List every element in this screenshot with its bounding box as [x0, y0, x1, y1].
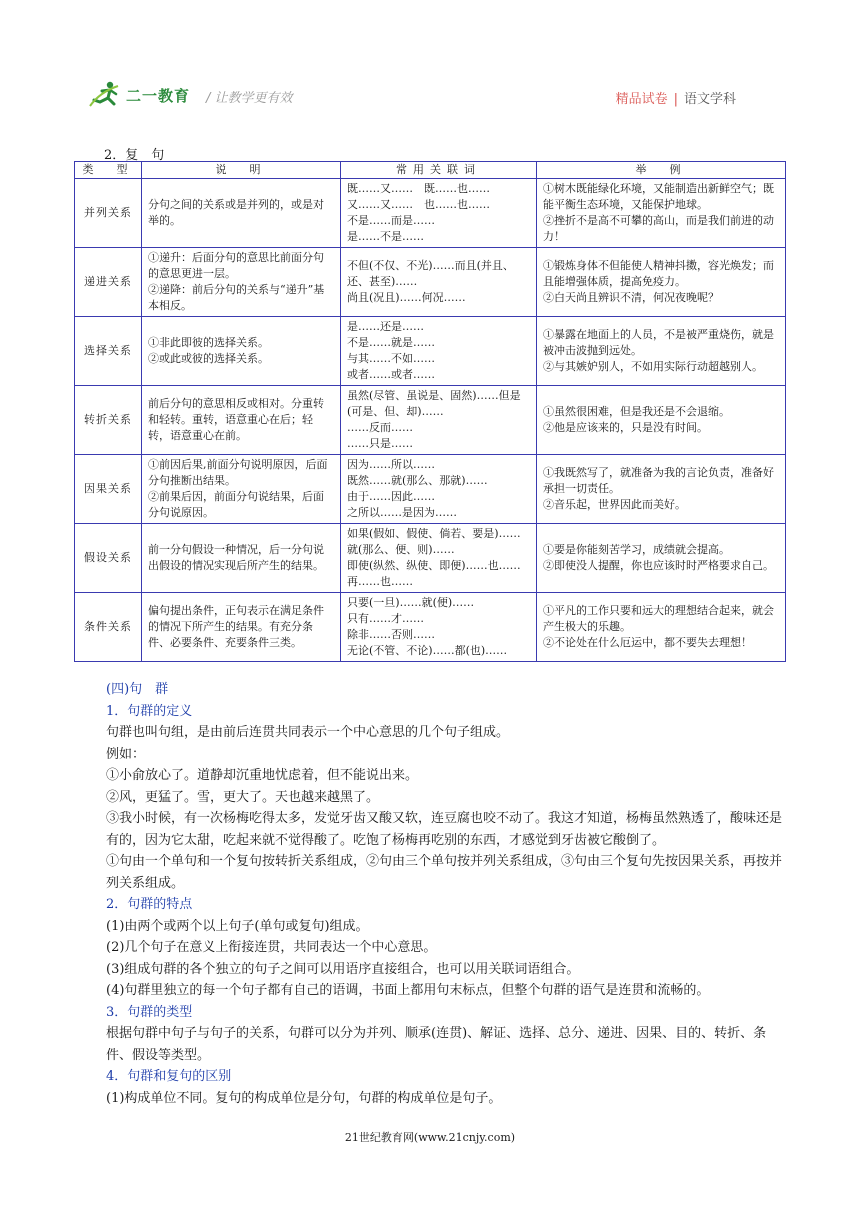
relation-type-cell: 递进关系: [75, 248, 142, 317]
example-line: ①要是你能刻苦学习，成绩就会提高。: [543, 543, 730, 556]
paragraph: 句群也叫句组，是由前后连贯共同表示一个中心意思的几个句子组成。: [106, 725, 510, 740]
subject-label: 语文学科: [683, 92, 736, 107]
conjunction-line: ……反而……: [347, 421, 413, 434]
paragraph: (1)由两个或两个以上句子(单句或复句)组成。: [106, 918, 369, 934]
section-number: 2: [104, 148, 113, 163]
example-line: ②他是应该来的，只是没有时间。: [543, 421, 708, 434]
section-heading: 2．复 句: [104, 148, 165, 163]
subsection-heading: (四)句 群: [106, 682, 169, 697]
point-title: [86, 894, 786, 916]
paragraph: 例如：: [106, 746, 146, 762]
example-line: ①树木既能绿化环境，又能制造出新鲜空气；既能平衡生态环境，又能保护地球。: [543, 182, 774, 211]
relation-desc-cell: [142, 593, 341, 662]
paragraph: ①句由一个单句和一个复句按转折关系组成，②句由三个单句按并列关系组成，③句由三个复句先按因果关系，再按并列关系组成。: [106, 854, 783, 891]
relation-desc-cell: [142, 386, 341, 455]
conjunction-cell: [341, 179, 537, 248]
header-type: 类 型: [75, 162, 142, 179]
example-sentence: ②风，更猛了。雪，更大了。天也越来越黑了。: [106, 789, 380, 805]
conjunction-line: 之所以……是因为……: [347, 506, 457, 519]
paragraph: (1)构成单位不同。复句的构成单位是分句，句群的构成单位是句子。: [106, 1090, 502, 1106]
conjunction-line: 只有……才……: [347, 612, 424, 625]
conjunction-line: 尚且(况且)……何况……: [347, 291, 466, 304]
relation-type-cell: 并列关系: [75, 179, 142, 248]
definition-title: 1．句群的定义: [106, 703, 193, 719]
conjunction-line: 即使(纵然、纵使、即便)……也……: [347, 559, 521, 572]
desc-line: 前一分句假设一种情况，后一分句说出假设的情况实现后所产生的结果。: [148, 543, 324, 572]
example-line: ②白天尚且辨识不清，何况夜晚呢？: [543, 291, 719, 304]
relation-type-cell: 因果关系: [75, 455, 142, 524]
features-title: 2．句群的特点: [106, 897, 193, 912]
conjunction-cell: [341, 386, 537, 455]
example-cell: [537, 179, 786, 248]
table-row: [75, 317, 786, 386]
example-line: ②与其嫉妒别人，不如用实际行动超越别人。: [543, 360, 763, 373]
page-footer: 21世纪教育网(www.21cnjy.com): [344, 1131, 516, 1144]
brand-slogan: / 让教学更有效: [206, 91, 293, 106]
header-desc: 说 明: [142, 162, 341, 179]
desc-line: 前后分句的意思相反或相对。分重转和轻转。重转，语意重心在后；轻转，语意重心在前。: [148, 397, 324, 442]
conjunction-line: 由于……因此……: [347, 490, 435, 503]
relation-type-cell: 假设关系: [75, 524, 142, 593]
paragraph: (2)几个句子在意义上衔接连贯，共同表达一个中心意思。: [106, 940, 437, 955]
example-cell: [537, 593, 786, 662]
example-cell: [537, 455, 786, 524]
desc-line: ②或此或彼的选择关系。: [148, 352, 269, 365]
desc-line: ①非此即彼的选择关系。: [148, 336, 269, 349]
conjunction-line: 如果(假如、假使、倘若、要是)……就(那么、便、则)……: [347, 527, 521, 556]
example-line: ①平凡的工作只要和远大的理想结合起来，就会产生极大的乐趣。: [543, 604, 774, 633]
conjunction-line: 不是……就是……: [347, 336, 435, 349]
desc-line: ②前果后因，前面分句说结果，后面分句说原因。: [148, 490, 324, 519]
difference-title: 4．句群和复句的区别: [106, 1069, 232, 1084]
header-example: 举 例: [537, 162, 786, 179]
conjunction-line: 或者……或者……: [347, 368, 435, 381]
relation-desc-cell: [142, 248, 341, 317]
table-row: [75, 593, 786, 662]
example-cell: [537, 248, 786, 317]
example-line: ②即使没人提醒，你也应该时时严格要求自己。: [543, 559, 774, 572]
conjunction-line: 因为……所以……: [347, 458, 435, 471]
relation-desc-cell: [142, 455, 341, 524]
example-cell: [537, 524, 786, 593]
desc-line: 分句之间的关系或是并列的，或是对举的。: [148, 198, 324, 227]
conjunction-line: 既然……就(那么、那就)……: [347, 474, 488, 487]
conjunction-line: 只要(一旦)……就(便)……: [347, 596, 475, 609]
example-line: ①我既然写了，就准备为我的言论负责，准备好承担一切责任。: [543, 466, 774, 495]
page-header: [88, 80, 748, 114]
example-line: ①虽然很困难，但是我还是不会退缩。: [543, 405, 730, 418]
conjunction-cell: [341, 317, 537, 386]
conjunction-cell: [341, 455, 537, 524]
conjunction-line: 既……又…… 既……也……: [347, 182, 490, 195]
paragraph: (3)组成句群的各个独立的句子之间可以用语序直接组合，也可以用关联词语组合。: [106, 961, 580, 977]
conjunction-line: ……只是……: [347, 437, 413, 450]
conjunction-line: 不但(不仅、不光)……而且(并且、还、甚至)……: [347, 259, 514, 288]
compound-sentence-table: [74, 161, 786, 662]
table-row: [75, 386, 786, 455]
example-sentence: ①小俞放心了。道静却沉重地忧虑着，但不能说出来。: [106, 768, 419, 783]
example-line: ②音乐起，世界因此而美好。: [543, 498, 686, 511]
conjunction-cell: [341, 593, 537, 662]
section-title: 复 句: [125, 148, 165, 163]
example-sentence: ③我小时候，有一次杨梅吃得太多，发觉牙齿又酸又软，连豆腐也咬不动了。我这才知道，杨梅虽然熟透了，酸味还是有的，因为它太甜，吃起来就不觉得酸了。吃饱了杨梅再吃别的东西，才感觉到牙齿被它酸倒了。: [106, 811, 783, 848]
relation-desc-cell: [142, 317, 341, 386]
conjunction-line: 无论(不管、不论)……都(也)……: [347, 644, 508, 657]
table-row: [75, 524, 786, 593]
relation-type-cell: 选择关系: [75, 317, 142, 386]
point-title: [86, 1066, 786, 1088]
example-cell: [537, 317, 786, 386]
example-cell: [537, 386, 786, 455]
paragraph: 根据句群中句子与句子的关系，句群可以分为并列、顺承(连贯)、解证、选择、总分、递进、因果、目的、转折、条件、假设等类型。: [106, 1026, 767, 1063]
types-title: 3．句群的类型: [106, 1004, 193, 1020]
example-line: ①锻炼身体不但能使人精神抖擞，容光焕发；而且能增强体质，提高免疫力。: [543, 259, 774, 288]
runner-logo-icon: [88, 80, 124, 110]
table-row: [75, 455, 786, 524]
point-title: [86, 1002, 786, 1024]
desc-line: ①前因后果,前面分句说明原因，后面分句推断出结果。: [148, 458, 328, 487]
conjunction-line: 不是……而是……: [347, 214, 435, 227]
relation-type-cell: 转折关系: [75, 386, 142, 455]
conjunction-cell: [341, 524, 537, 593]
brand-logo-text: 二一教育: [126, 87, 191, 105]
sentence-group-section: [86, 679, 786, 1109]
example-line: ①暴露在地面上的人员，不是被严重烧伤，就是被冲击波抛到远处。: [543, 328, 774, 357]
desc-line: ②递降：前后分句的关系与“递升”基本相反。: [148, 283, 325, 312]
table-row: [75, 248, 786, 317]
subject-tag: [616, 88, 736, 107]
desc-line: 偏句提出条件，正句表示在满足条件的情况下所产生的结果。有充分条件、必要条件、充要条件三类。: [148, 604, 324, 649]
conjunction-line: 是……还是……: [347, 320, 424, 333]
conjunction-cell: [341, 248, 537, 317]
conjunction-line: 又……又…… 也……也……: [347, 198, 490, 211]
header-conj: 常用关联词: [341, 162, 537, 179]
example-line: ②不论处在什么厄运中，都不要失去理想！: [543, 636, 752, 649]
example-line: ②挫折不是高不可攀的高山，而是我们前进的动力！: [543, 214, 774, 243]
table-row: [75, 179, 786, 248]
paragraph: (4)句群里独立的每一个句子都有自己的语调，书面上都用句末标点，但整个句群的语气是连贯和流畅的。: [106, 983, 710, 998]
conjunction-line: 是……不是……: [347, 230, 424, 243]
relation-type-cell: 条件关系: [75, 593, 142, 662]
tag-separator: |: [673, 92, 678, 107]
desc-line: ①递升：后面分句的意思比前面分句的意思更进一层。: [148, 251, 324, 280]
quality-tag: 精品试卷: [615, 92, 668, 107]
relation-desc-cell: [142, 524, 341, 593]
conjunction-line: 与其……不如……: [347, 352, 435, 365]
relation-desc-cell: [142, 179, 341, 248]
point-title: [86, 701, 786, 723]
conjunction-line: 除非……否则……: [347, 628, 435, 641]
table-header-row: [75, 162, 786, 179]
conjunction-line: 再……也……: [347, 575, 413, 588]
conjunction-line: 虽然(尽管、虽说是、固然)……但是(可是、但、却)……: [347, 389, 521, 418]
